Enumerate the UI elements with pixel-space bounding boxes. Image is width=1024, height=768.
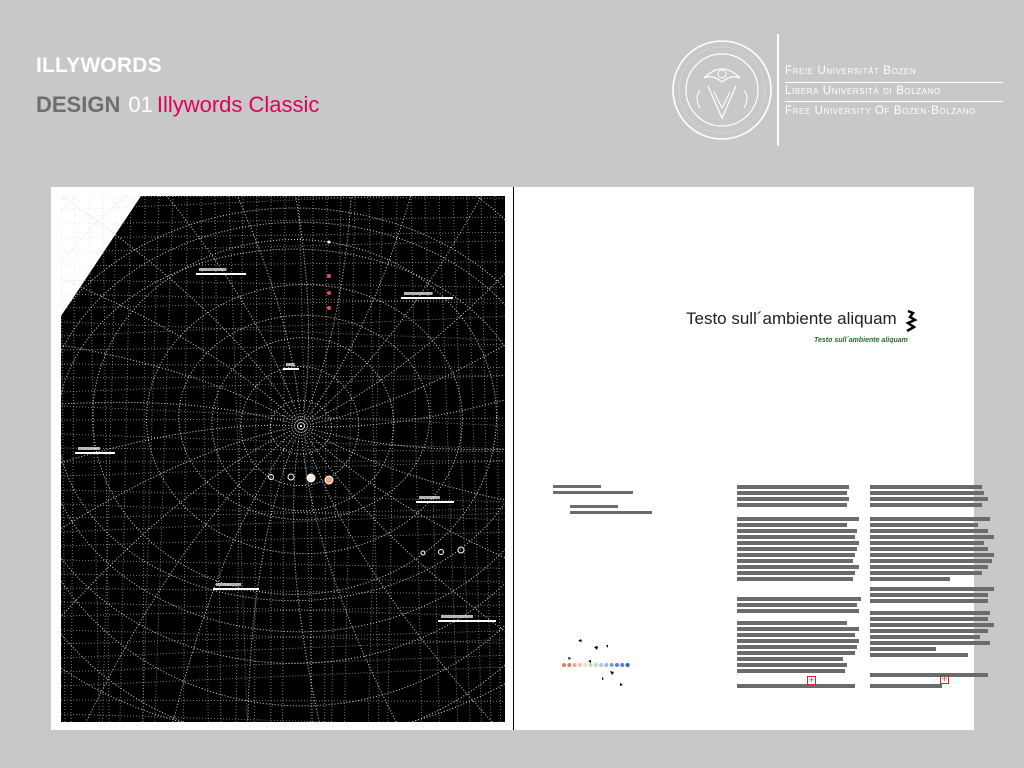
expand-plus-icon[interactable]: + — [941, 675, 948, 683]
text-line — [737, 485, 849, 489]
text-line — [737, 503, 847, 507]
mini-chart-dot — [578, 663, 582, 667]
article-subheading: Testo sull´ambiente aliquam — [814, 337, 908, 344]
mini-chart-dot — [573, 663, 577, 667]
text-line — [737, 565, 859, 569]
city-map-image — [61, 196, 505, 722]
text-line — [870, 593, 988, 597]
text-line — [737, 517, 859, 521]
text-line — [870, 553, 994, 557]
brand-title: ILLYWORDS — [36, 54, 162, 77]
book-spread — [51, 187, 974, 730]
design-name: Illywords Classic — [156, 92, 320, 117]
text-line — [737, 621, 847, 625]
logo-divider — [777, 34, 779, 146]
right-page — [514, 187, 974, 730]
mini-chart-dot — [567, 663, 571, 667]
text-line — [870, 523, 978, 527]
article-heading: Testo sull´ambiente aliquam — [686, 309, 897, 328]
text-line — [870, 599, 988, 603]
text-line — [737, 571, 855, 575]
design-label: DESIGN — [36, 92, 121, 117]
design-number: 01 — [128, 92, 153, 117]
decorative-figure-icon — [904, 309, 920, 335]
mini-chart-dot — [594, 663, 598, 667]
logo-rule — [785, 82, 1003, 83]
text-line — [870, 635, 980, 639]
mini-chart-dot — [626, 663, 630, 667]
text-line — [870, 641, 990, 645]
text-line — [737, 633, 855, 637]
intro-text-line — [570, 511, 652, 514]
logo-rule — [785, 101, 1003, 102]
text-line — [870, 647, 936, 651]
map-label-bar — [213, 588, 259, 590]
text-line — [737, 535, 855, 539]
intro-text-line — [570, 505, 618, 508]
map-label-bar — [416, 501, 454, 503]
text-line — [870, 577, 950, 581]
text-line — [737, 609, 859, 613]
text-line — [870, 611, 990, 615]
map-label-bar — [78, 447, 100, 450]
map-label-bar — [438, 620, 496, 622]
text-line — [870, 571, 982, 575]
text-line — [870, 653, 968, 657]
text-line — [737, 491, 847, 495]
text-line — [870, 491, 984, 495]
text-line — [870, 587, 994, 591]
text-line — [737, 597, 861, 601]
text-line — [870, 559, 992, 563]
text-line — [870, 517, 990, 521]
text-line — [737, 559, 853, 563]
map-label-bar — [441, 615, 473, 618]
map-label-bar — [75, 452, 115, 454]
map-label-bar — [401, 297, 453, 299]
text-line — [737, 663, 847, 667]
text-line — [737, 603, 857, 607]
slide-subtitle — [36, 92, 319, 118]
text-line — [737, 523, 847, 527]
left-page — [51, 187, 514, 730]
intro-text-line — [553, 485, 601, 488]
text-line — [870, 617, 988, 621]
text-line — [737, 553, 855, 557]
university-logo — [668, 34, 1013, 146]
text-line — [737, 684, 855, 688]
text-line — [737, 639, 859, 643]
mini-chart-dot — [615, 663, 619, 667]
text-line — [870, 541, 984, 545]
map-label-bar — [199, 268, 227, 271]
intro-text-line — [553, 491, 633, 494]
text-line — [870, 673, 988, 677]
text-line — [737, 645, 857, 649]
text-line — [737, 541, 859, 545]
text-line — [737, 669, 845, 673]
map-label-bar — [216, 583, 241, 586]
university-name-de: Freie Universität Bozen — [785, 65, 917, 77]
map-label-bar — [283, 368, 299, 370]
mini-chart-dot — [562, 663, 566, 667]
text-line — [870, 529, 988, 533]
text-line — [870, 503, 982, 507]
text-line — [870, 623, 994, 627]
text-line — [870, 485, 982, 489]
text-line — [737, 547, 857, 551]
text-line — [737, 651, 855, 655]
map-label-bar — [404, 292, 433, 295]
text-line — [870, 684, 942, 688]
mini-chart-dot — [604, 663, 608, 667]
text-line — [737, 657, 843, 661]
mini-chart-dot — [599, 663, 603, 667]
text-line — [870, 565, 988, 569]
text-line — [870, 547, 988, 551]
university-name-it: Libera Università di Bolzano — [785, 85, 941, 97]
text-line — [870, 497, 988, 501]
text-line — [870, 629, 988, 633]
mini-chart-dot — [620, 663, 624, 667]
text-line — [737, 529, 857, 533]
text-line — [737, 627, 859, 631]
mini-chart-dot — [583, 663, 587, 667]
university-seal-icon — [670, 38, 774, 142]
mini-chart-dot — [610, 663, 614, 667]
map-label-bar — [286, 363, 295, 366]
mini-chart-dot — [589, 663, 593, 667]
text-line — [737, 577, 853, 581]
text-line — [737, 497, 849, 501]
mini-chart-image — [550, 633, 640, 697]
map-label-bar — [419, 496, 440, 499]
map-label-bar — [196, 273, 246, 275]
text-line — [870, 535, 994, 539]
university-name-en: Free University Of Bozen·Bolzano — [785, 105, 976, 117]
expand-plus-icon[interactable]: + — [808, 676, 815, 684]
